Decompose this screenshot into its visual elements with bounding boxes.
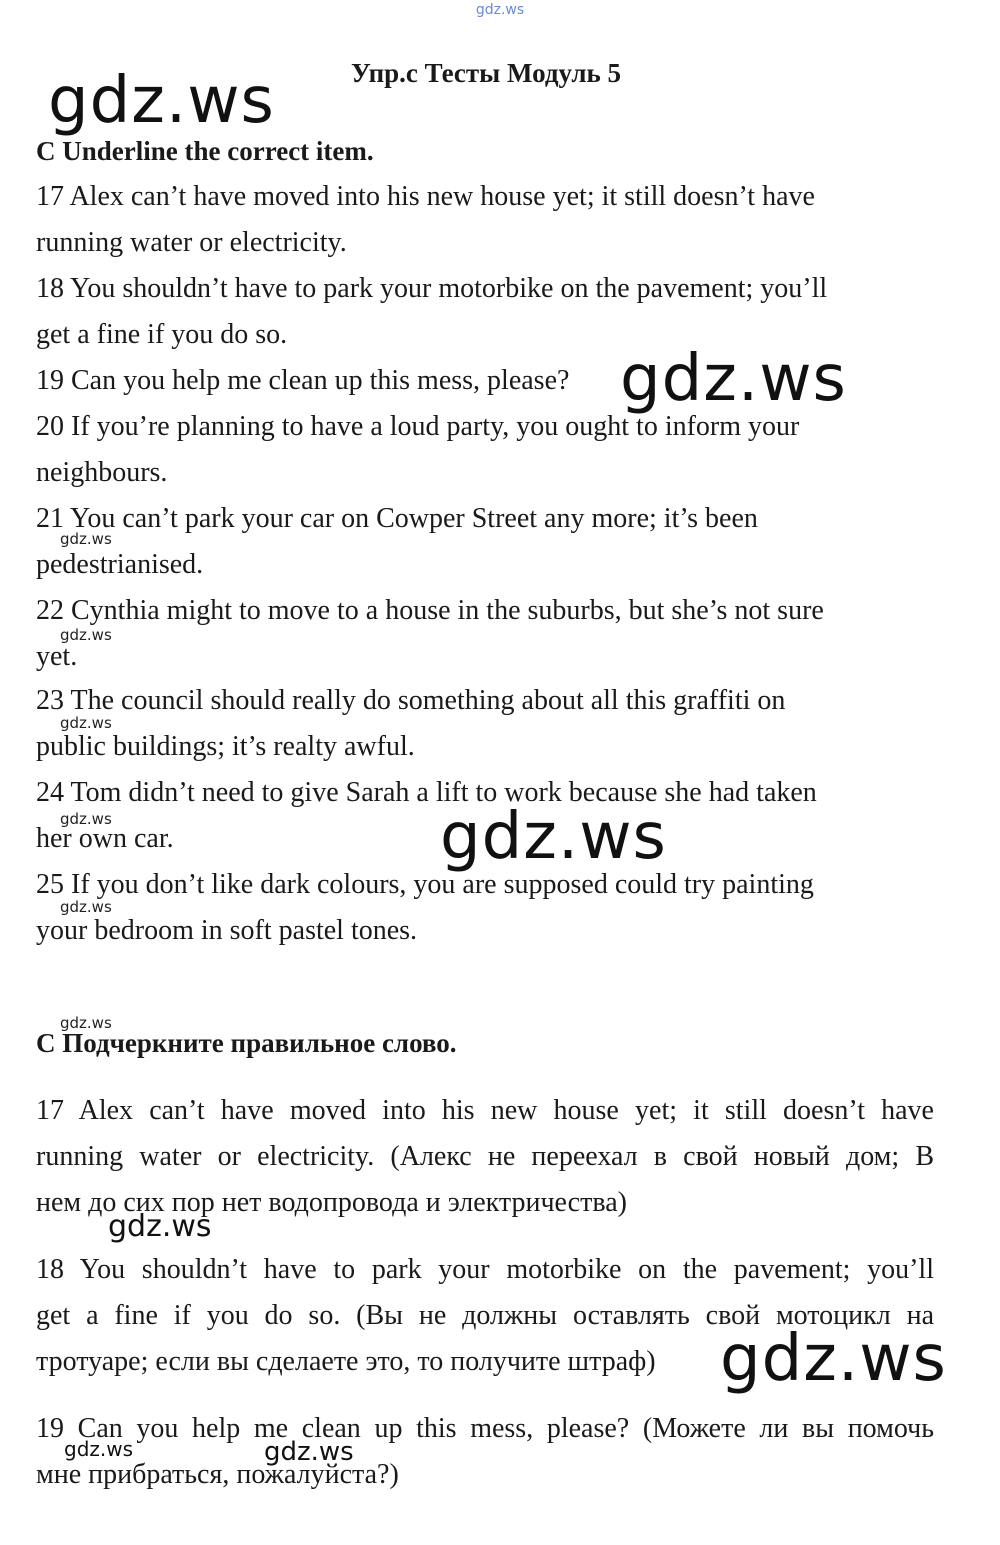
item-line: 25 If you don’t like dark colours, you are supposed could try painting — [36, 869, 814, 900]
item-line: 17 Alex can’t have moved into his new house yet; it still doesn’t have — [36, 1095, 934, 1126]
item-line: yet. — [36, 641, 78, 672]
item-line: running water or electricity. — [36, 227, 347, 258]
watermark-large: gdz.ws — [720, 1322, 947, 1396]
exercise-item-25 — [36, 862, 814, 954]
exercise-item-18 — [36, 266, 827, 358]
exercise-item-19 — [36, 358, 569, 404]
section-heading-ru: C Подчеркните правильное слово. — [36, 1028, 457, 1058]
section-heading-en: C Underline the correct item. — [36, 136, 374, 166]
exercise-item-22 — [36, 588, 824, 680]
item-line: public buildings; it’s realty awful. — [36, 731, 415, 762]
watermark-medium: gdz.ws — [264, 1437, 354, 1467]
item-line: get a fine if you do so. — [36, 319, 288, 350]
item-line: get a fine if you do so. (Вы не должны оставлять свой мотоцикл на — [36, 1300, 934, 1331]
watermark-top: gdz.ws — [475, 2, 525, 18]
item-line: neighbours. — [36, 457, 168, 488]
watermark-large: gdz.ws — [620, 342, 847, 416]
item-line: 18 You shouldn’t have to park your motorbike on the pavement; you’ll — [36, 273, 828, 304]
item-line: pedestrianised. — [36, 549, 204, 580]
watermark-large: gdz.ws — [48, 64, 275, 138]
watermark-small: gdz.ws — [60, 626, 112, 644]
item-line: мне прибраться, пожалуйста?) — [36, 1459, 399, 1490]
item-line: 20 If you’re planning to have a loud party, you ought to inform your — [36, 411, 800, 442]
item-line: 19 Can you help me clean up this mess, please? — [36, 365, 570, 396]
item-line: running water or electricity. (Алекс не переехал в свой новый дом; В — [36, 1141, 934, 1172]
translation-item-18 — [36, 1247, 934, 1385]
watermark-medium: gdz.ws — [64, 1437, 134, 1461]
item-line: her own car. — [36, 823, 174, 854]
exercise-item-23 — [36, 678, 785, 770]
watermark-small: gdz.ws — [60, 530, 112, 548]
item-line: тротуаре; если вы сделаете это, то получите штраф) — [36, 1346, 656, 1377]
item-line: 21 You can’t park your car on Cowper Street any more; it’s been — [36, 503, 758, 534]
watermark-small: gdz.ws — [60, 810, 112, 828]
translation-item-17 — [36, 1088, 934, 1226]
item-line: your bedroom in soft pastel tones. — [36, 915, 418, 946]
item-line: 19 Can you help me clean up this mess, please? (Можете ли вы помочь — [36, 1413, 934, 1444]
item-line: 18 You shouldn’t have to park your motorbike on the pavement; you’ll — [36, 1254, 934, 1285]
item-line: 24 Tom didn’t need to give Sarah a lift to work because she had taken — [36, 777, 817, 808]
watermark-small: gdz.ws — [60, 714, 112, 732]
item-line: нем до сих пор нет водопровода и электричества) — [36, 1187, 627, 1218]
item-line: 23 The council should really do something about all this graffiti on — [36, 685, 786, 716]
watermark-large: gdz.ws — [440, 800, 667, 874]
item-line: 22 Cynthia might to move to a house in the suburbs, but she’s not sure — [36, 595, 824, 626]
exercise-item-20 — [36, 404, 799, 496]
item-line: 17 Alex can’t have moved into his new house yet; it still doesn’t have — [36, 181, 815, 212]
exercise-item-24 — [36, 770, 817, 862]
page-title: Упр.c Тесты Модуль 5 — [350, 58, 622, 88]
translation-item-19 — [36, 1406, 934, 1498]
exercise-item-21 — [36, 496, 758, 588]
exercise-item-17 — [36, 174, 815, 266]
watermark-medium: gdz.ws — [108, 1209, 212, 1244]
watermark-small: gdz.ws — [60, 1014, 112, 1032]
watermark-small: gdz.ws — [60, 898, 112, 916]
